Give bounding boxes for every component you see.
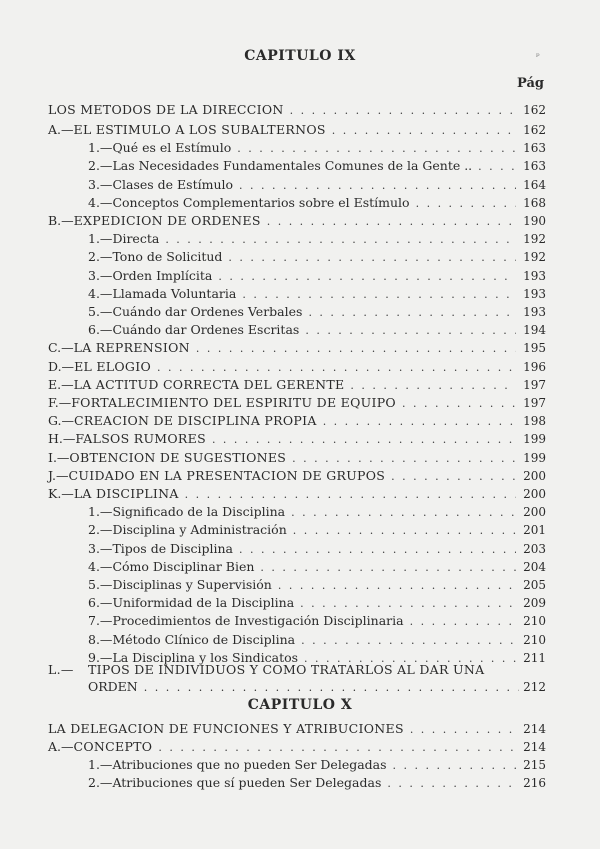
dot-leader [291,504,516,521]
entry-title: LA DELEGACION DE FUNCIONES Y ATRIBUCIONES [48,721,404,736]
entry-title: Procedimientos de Investigación Disciplinaria [112,613,404,629]
toc-subitem-entry [88,631,546,648]
toc-subitem-entry [88,303,546,320]
section-label: H.— [48,431,76,447]
item-number: 3.— [88,540,113,556]
dot-leader [323,413,516,430]
entry-title: FORTALECIMIENTO DEL ESPIRITU DE EQUIPO [71,395,396,410]
page-number: 204 [523,559,546,574]
page-number: 216 [523,776,546,791]
item-number: 7.— [88,613,113,629]
page-number: 192 [523,250,546,265]
entry-title-line2: ORDEN [88,679,138,694]
item-number: 2.— [88,249,113,265]
entry-title: Clases de Estímulo [112,176,234,192]
section-label: D.— [48,358,75,374]
section-label: B.— [48,213,74,228]
item-number: 6.— [88,595,113,611]
entry-title: Atribuciones que no pueden Ser Delegadas [112,757,387,773]
dot-leader [293,522,516,539]
entry-title: La Disciplina y los Sindicatos [112,649,299,665]
toc-section-entry [48,412,546,429]
section-label: J.— [48,467,69,483]
toc-subitem-entry [88,756,546,773]
entry-title: OBTENCION DE SUGESTIONES [69,449,287,465]
section-label: K.— [48,486,74,501]
entry-title: EXPEDICION DE ORDENES [73,213,261,228]
toc-section-entry [48,430,546,447]
entry-title: Cuándo dar Ordenes Verbales [112,304,303,319]
toc-section-entry [48,394,546,411]
toc-section-entry [48,738,546,755]
section-label: I.— [48,449,70,465]
toc-subitem-entry [88,558,546,575]
dot-leader [165,231,516,248]
entry-title: Qué es el Estímulo [112,140,232,156]
entry-title: CONCEPTO [73,739,153,754]
dot-leader [478,158,516,175]
entry-title: LA ACTITUD CORRECTA DEL GERENTE [73,376,345,392]
item-number: 1.— [88,757,113,773]
page-number: 168 [523,195,546,210]
page-number: 210 [523,632,546,647]
toc-subitem-entry [88,521,546,538]
toc-subitem-entry [88,157,546,174]
entry-title: EL ESTIMULO A LOS SUBALTERNOS [73,122,326,137]
section-label: F.— [48,395,72,410]
item-number: 3.— [88,267,113,283]
entry-title: Cómo Disciplinar Bien [112,558,255,574]
toc-subitem-entry [88,503,546,520]
toc-subitem-entry [88,139,546,156]
dot-leader [267,213,516,230]
toc-subitem-entry [88,176,546,193]
section-label: G.— [48,413,75,429]
page-number: 193 [523,286,546,301]
toc-subitem-entry [88,230,546,247]
toc-subitem-entry [88,612,546,629]
dot-leader [387,775,516,792]
item-number: 5.— [88,577,113,592]
item-number: 4.— [88,558,113,574]
toc-subitem-entry [88,194,546,211]
section-label: A.— [48,122,74,137]
page-number: 198 [523,414,546,429]
dot-leader [242,286,516,303]
chapter-ix-heading: CAPITULO IX [244,48,356,64]
page-number: 163 [523,141,546,156]
page-number: 200 [523,468,546,483]
page-number: 197 [523,396,546,410]
page-number: 193 [523,305,546,319]
dot-leader [393,757,516,774]
page-number: 199 [523,432,546,447]
section-label: C.— [48,340,74,356]
toc-section-l [48,661,546,696]
item-number: 1.— [88,504,113,520]
dot-leader [305,322,516,339]
entry-title: FALSOS RUMORES [75,431,206,447]
dot-leader [308,304,516,321]
toc-section-entry [48,467,546,484]
entry-title: Método Clínico de Disciplina [112,631,296,647]
toc-section-entry [48,376,546,393]
dot-leader [239,541,516,558]
dot-leader [416,195,516,212]
toc-section-entry [48,449,546,466]
page-number: 200 [523,505,546,520]
toc-subitem-entry [88,267,546,284]
page-number: 200 [523,487,546,501]
dot-leader [350,377,516,394]
item-number: 6.— [88,322,113,338]
dot-leader [410,613,516,630]
toc-section-entry [48,358,546,375]
section-label: L.— [48,662,74,677]
page-number: 164 [523,177,546,192]
toc-subitem-entry [88,248,546,265]
dot-leader [218,268,516,285]
toc-main-entry [48,101,546,118]
dot-leader [196,340,516,357]
entry-title: Tipos de Disciplina [112,540,233,556]
toc-section-entry [48,121,546,138]
item-number: 1.— [88,140,113,156]
page-number: 199 [523,450,546,465]
dot-leader [410,721,516,738]
dot-leader [158,739,516,756]
item-number: 9.— [88,649,113,665]
page-number: 195 [523,341,546,356]
dot-leader [278,577,516,594]
section-label: A.— [48,739,74,754]
entry-title: Llamada Voluntaria [112,285,237,301]
dot-leader [260,559,516,576]
corner-mark: ᵖ [536,52,540,62]
page-number: 162 [523,123,546,137]
item-number: 4.— [88,285,113,301]
toc-section-entry [48,339,546,356]
page-number: 215 [523,758,546,773]
chapter-x-heading: CAPITULO X [247,697,353,713]
page-number: 197 [523,377,546,392]
page-number: 162 [523,103,546,117]
dot-leader [237,140,516,157]
page-number: 192 [523,232,546,247]
entry-title: Conceptos Complementarios sobre el Estímulo [112,194,410,210]
page-number: 209 [523,596,546,611]
page-number: 210 [523,614,546,629]
toc-subitem-entry [88,774,546,791]
page-number: 163 [523,159,546,174]
entry-title: Tono de Solicitud [112,249,223,265]
entry-title: CUIDADO EN LA PRESENTACION DE GRUPOS [68,467,386,483]
dot-leader [402,395,516,412]
entry-title: LA REPRENSION [73,340,190,356]
entry-title: Disciplina y Administración [112,522,287,538]
toc-subitem-entry [88,540,546,557]
item-number: 5.— [88,304,113,319]
dot-leader [300,595,516,612]
item-number: 4.— [88,194,113,210]
entry-title: Directa [112,231,160,247]
page-number: 193 [523,268,546,283]
entry-title: Atribuciones que sí pueden Ser Delegadas [112,775,382,791]
entry-title: CREACION DE DISCIPLINA PROPIA [74,413,317,429]
entry-title: Uniformidad de la Disciplina [112,595,295,611]
page-number: 203 [523,541,546,556]
page-number: 214 [523,722,546,736]
item-number: 2.— [88,158,113,174]
dot-leader [212,431,516,448]
entry-title-line1: TIPOS DE INDIVIDUOS Y COMO TRATARLOS AL DAR UNA [88,662,485,677]
page-number: 190 [523,214,546,228]
section-label: E.— [48,376,74,392]
entry-title: LOS METODOS DE LA DIRECCION [48,102,284,117]
dot-leader [391,468,516,485]
toc-subitem-entry [88,285,546,302]
item-number: 2.— [88,775,113,791]
dot-leader [185,486,516,503]
toc-subitem-entry [88,594,546,611]
page-number: 212 [523,680,546,694]
dot-leader [239,177,516,194]
dot-leader [157,359,516,376]
entry-title: Disciplinas y Supervisión [112,577,272,592]
entry-title: LA DISCIPLINA [73,486,179,501]
toc-subitem-entry [88,321,546,338]
toc-section-entry [48,212,546,229]
page-number: 194 [523,323,546,338]
entry-title: Las Necesidades Fundamentales Comunes de la Gente .. [112,158,473,174]
entry-title: EL ELOGIO [74,358,152,374]
entry-title: Significado de la Disciplina [112,504,286,520]
item-number: 2.— [88,522,113,538]
dot-leader [292,450,516,467]
dot-leader [301,632,516,649]
toc-section-entry [48,485,546,502]
page-number: 196 [523,359,546,374]
page-number: 201 [523,523,546,538]
dot-leader [290,102,516,119]
item-number: 3.— [88,176,113,192]
page-number: 214 [523,740,546,754]
entry-title: Orden Implícita [112,267,213,283]
toc-main-entry [48,720,546,737]
dot-leader [144,679,519,696]
page-column-header: Pág [517,76,544,91]
item-number: 1.— [88,231,113,247]
entry-title: Cuándo dar Ordenes Escritas [112,322,300,338]
dot-leader [228,249,516,266]
toc-subitem-entry [88,576,546,593]
item-number: 8.— [88,631,113,647]
page-number: 205 [523,578,546,592]
dot-leader [332,122,516,139]
page-number: 211 [523,650,546,665]
